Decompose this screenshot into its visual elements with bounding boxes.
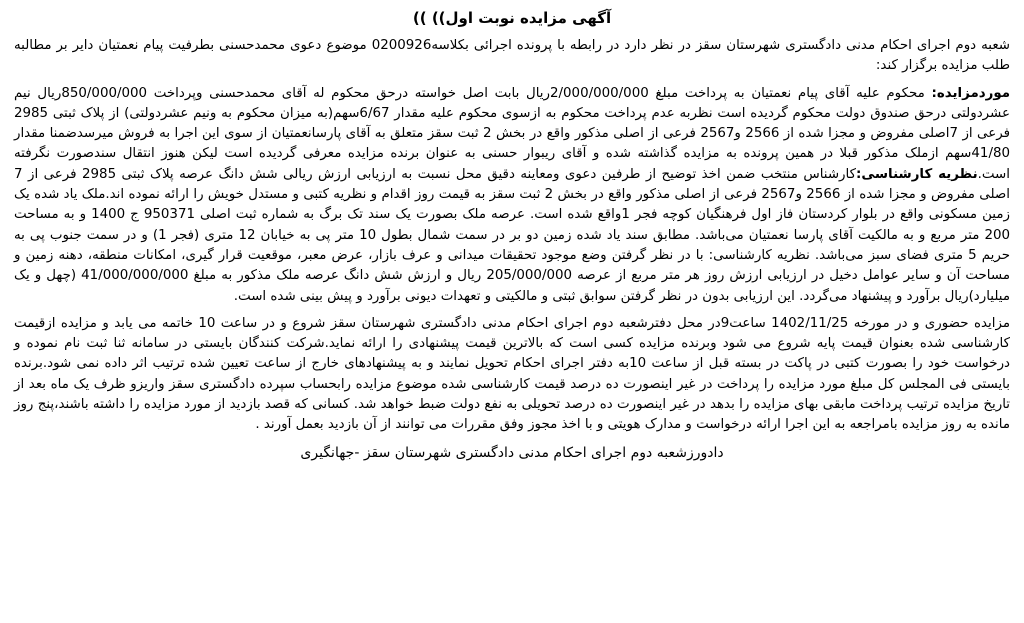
expert-opinion-text: کارشناس منتخب ضمن اخذ توضیح از طرفین دعوی ومعاینه دقیق محل نسبت به ارزیابی ارزش ریالی شش دانگ عرصه پلاک ثبتی 2985 فرعی از 7 اصلی مفروض و مجزا شده از 2566 و2567 فرعی از اصلی مذکور واقع در بخش 2 ثبت سقز به قیمت روز اقدام و نظریه کتبی و مستدل خویش را ارائه نموده اند.ملک یاد شده یک زمین مسکونی واقع در بلوار کردستان فاز اول فرهنگیان کوچه فجر 1واقع شده است. عرصه ملک بصورت یک سند تک برگ به شماره ثبت اصلی 950371 ج 1400 و به مساحت 200 متر مربع و به مالکیت آقای پارسا نعمتیان می‌باشد. مطابق سند یاد شده زمین دو بر در سمت شمال بطول 10 متر پی به خیابان 12 متری (فجر 1) و در سمت جنوب پی به حریم 5 متری فضای سبز می‌باشد. نظریه کارشناسی: با در نظر گرفتن وضع موجود تحقیقات میدانی و عرف بازار، عرض معبر، موقعیت قرار گیری، امکانات منطقه، دهنه زمین و مساحت آن و سایر عوامل دخیل در ارزیابی ارزش روز هر متر مربع از عرصه 205/000/000 ریال و ارزش شش دانگ عرصه ملک مذکور به مبلغ 41/000/000/000 (چهل و یک میلیارد)ریال برآورد و پیشنهاد می‌گردد. این ارزیابی بدون در نظر گرفتن سوابق ثبتی و مالکیتی و تعهدات دیونی برآورد و پیش بینی شده است. — [14, 166, 1011, 304]
subject-text: محکوم علیه آقای پیام نعمتیان به پرداخت مبلغ 2/000/000/000ریال بابت اصل خواسته درحق محکوم له آقای محمدحسنی وپرداخت 850/000/000ریال نیم عشردولتی درحق صندوق دولت محکوم گردیده است نظربه عدم پرداخت محکوم به ازسوی محکوم علیه مقدار 6/67سهم(به میزان محکوم به ونیم عشردولتی) از پلاک ثبتی 2985 فرعی از 7اصلی مفروض و مجزا شده از 2566 و2567 فرعی از اصلی مذکور واقع در بخش 2 ثبت سقز متعلق به آقای پارسانعمتیان از سوی این اجرا به فروش میرسدضمنا مقدار 41/80سهم ازملک مذکور قبلا در همین پرونده به مزایده گذاشته شده و آقای ریبوار حسنی به عنوان برنده مزایده معرفی گردیده است لیکن هنوز انتقال سندصورت نگرفته است. — [14, 85, 1011, 182]
conditions-paragraph — [14, 314, 1010, 436]
notice-title: آگهی مزایده نوبت اول)) )) — [412, 9, 612, 27]
signature-line: دادورزشعبه دوم اجرای احکام مدنی دادگستری شهرستان سقز -جهانگیری — [300, 444, 724, 461]
expert-opinion-label: نظریه کارشناسی: — [855, 166, 978, 182]
conditions-text: مزایده حضوری و در مورخه 1402/11/25 ساعت9در محل دفترشعبه دوم اجرای احکام مدنی دادگستری شهرستان سقز شروع و در ساعت 10 خاتمه می یابد و مزایده ازقیمت کارشناسی شده بعنوان قیمت پایه شروع می شود وبرنده مزایده کسی است که بالاترین قیمت پیشنهادی را ارائه نماید.شرکت کنندگان بایستی در سامانه ثنا ثبت نام نموده و درخواست خود را بصورت کتبی در پاکت در بسته قبل از ساعت 10به دفتر اجرای احکام تحویل نمایند و به پیشنهادهای خارج از ساعت تعیین شده ترتیب اثر داده نمی شود.برنده بایستی فی المجلس کل مبلغ مورد مزایده را پرداخت در غیر اینصورت ده درصد قیمت کارشناسی شده موضوع مزایده رابحساب سپرده دادگستری سقز واریزو ظرف یک ماه بعد از تاریخ مزایده ترتیب پرداخت مابقی بهای مزایده را بدهد در غیر اینصورت ده درصد تحویلی به نفع دولت ضبط خواهد شد. کسانی که قصد بازدید از مورد مزایده را داشته باشند،پنج روز مانده به روز مزایده بامراجعه به این اجرا ارائه درخواست و مدارک هویتی و با اخذ مجوز وفق مقررات می توانند از آن بازدید بعمل آورند . — [14, 315, 1011, 433]
intro-text: شعبه دوم اجرای احکام مدنی دادگستری شهرستان سقز در نظر دارد در رابطه با پرونده اجرائی بکلاسه0200926 موضوع دعوی محمدحسنی بطرفیت پیام نعمتیان دایر بر مطالبه طلب مزایده برگزار کند: — [14, 38, 1010, 74]
subject-label: موردمزایده: — [931, 85, 1010, 101]
intro-paragraph — [14, 36, 1010, 77]
subject-paragraph — [14, 84, 1010, 307]
